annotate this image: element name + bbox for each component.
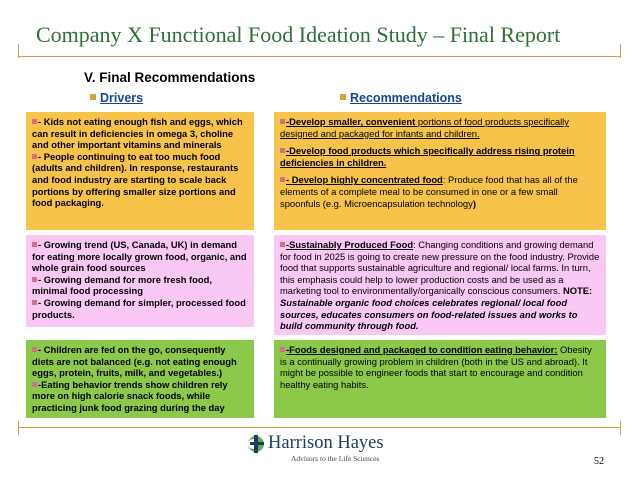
driver-item: -Eating behavior trends show children rely more on high calorie snack foods, while practicing junk food grazing during the day (32, 378, 228, 413)
driver-box-1 (26, 112, 254, 230)
bullet-icon (32, 347, 37, 352)
bullet-icon (280, 242, 285, 247)
driver-box-3 (26, 340, 254, 418)
title-rule (18, 56, 620, 57)
driver-item: - Children are fed on the go, consequently diets are not balanced (e.g. not eating enough eggs, protein, fruits, milk, and vegetables.) (32, 344, 237, 379)
recommendation-item: -Develop food products which specifically address rising protein deficiencies in children. (280, 145, 575, 168)
footer-rule (18, 427, 620, 428)
driver-item: - Growing trend (US, Canada, UK) in demand for eating more locally grown food, organic, and whole grain food sources (32, 239, 247, 274)
bullet-icon (90, 94, 96, 100)
recommendation-box-1 (274, 112, 606, 230)
bullet-icon (340, 94, 346, 100)
frame-tick (620, 421, 621, 435)
bullet-icon (32, 300, 37, 305)
bullet-icon (32, 242, 37, 247)
bullet-icon (280, 148, 285, 153)
frame-tick (18, 421, 19, 435)
logo-tagline: Advisors to the Life Sciences (291, 454, 380, 463)
bullet-icon (32, 154, 37, 159)
driver-item: - People continuing to eat too much food (adults and children). In response, restaurants and food industry are starting to scale back portions by offering smaller size portions and food packaging. (32, 150, 239, 209)
driver-item: - Growing demand for simpler, processed food products. (32, 296, 246, 320)
page-number: 52 (594, 456, 604, 467)
drivers-column-heading: Drivers (90, 91, 143, 105)
recommendation-item: -Develop smaller, convenient portions of food products specifically designed and packaged for infants and children. (280, 116, 569, 139)
bullet-icon (32, 382, 37, 387)
slide-title: Company X Functional Food Ideation Study – Final Report (36, 22, 561, 47)
bullet-icon (32, 277, 37, 282)
frame-tick (620, 44, 621, 58)
recommendation-item: -Foods designed and packaged to condition eating behavior: Obesity is a continually growing problem in children (both in the US and abroad). It might be possible to engineer foods that start to encourage and condition healthy eating habits. (280, 344, 592, 390)
recommendation-item: -Sustainably Produced Food: Changing conditions and growing demand for food in 2025 is going to create new pressure on the food industry. Provide food that supports sustainable agriculture and regional/ local farms. In turn, this emphasis could help to lower production costs and be used as a marketing tool to environmentally/organically conscious consumers. NOTE: Sustainable organic food choices celebrates regional/ local food sources, educates consumers on food-related issues and works to build community through food. (280, 239, 600, 332)
bullet-icon (280, 177, 285, 182)
section-heading: V. Final Recommendations (84, 70, 256, 85)
recommendation-box-3 (274, 340, 606, 418)
logo-name: Harrison Hayes (268, 433, 384, 453)
recommendation-item: - Develop highly concentrated food: Produce food that has all of the elements of a complete meal to be consumed in one or a few small spoonfuls (e.g. Microencapsulation technology) (280, 174, 578, 209)
driver-box-2 (26, 235, 254, 327)
recommendation-box-2 (274, 235, 606, 335)
recommendations-column-heading: Recommendations (340, 91, 462, 105)
bullet-icon (280, 347, 285, 352)
driver-item: - Growing demand for more fresh food, minimal food processing (32, 273, 212, 297)
driver-item: - Kids not eating enough fish and eggs, which can result in deficiencies in omega 3, choline and other important vitamins and minerals (32, 116, 243, 151)
bullet-icon (280, 119, 285, 124)
bullet-icon (32, 119, 37, 124)
